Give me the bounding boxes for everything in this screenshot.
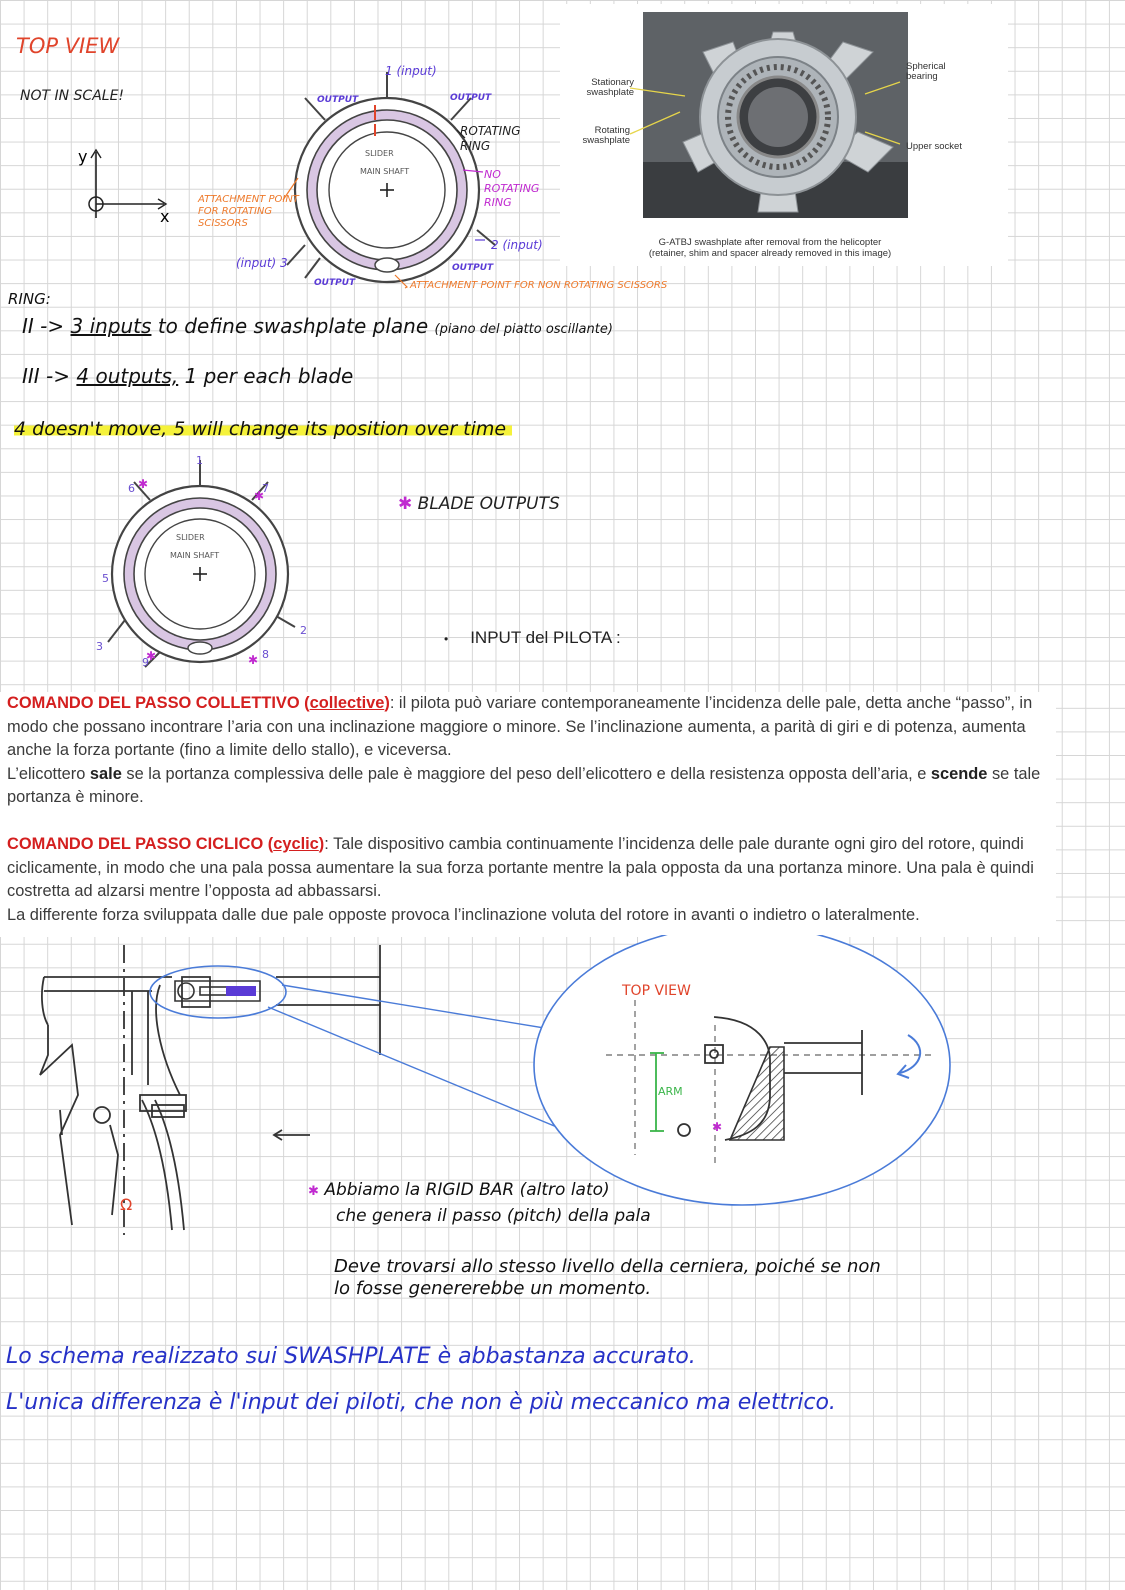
- ring-line-2-prefix: III ->: [22, 364, 71, 388]
- photo-label-rotating: Rotating swashplate: [582, 125, 630, 146]
- no-rotating-ring-label: NO ROTATING RING: [484, 168, 540, 209]
- d2-slider-label: SLIDER: [176, 533, 205, 542]
- d2-num-3: 3: [96, 640, 103, 653]
- photo-caption-1: G-ATBJ swashplate after removal from the helicopter: [658, 237, 882, 248]
- rotating-ring-label: ROTATING RING: [460, 124, 521, 153]
- xy-axes: [60, 140, 180, 230]
- d2-num-1: 1: [196, 454, 203, 467]
- cyclic-header: COMANDO DEL PASSO CICLICO (cyclic): [7, 835, 325, 853]
- scale-note: NOT IN SCALE!: [20, 88, 125, 104]
- blade-outputs-text: BLADE OUTPUTS: [417, 494, 560, 514]
- output-label-br: OUTPUT: [452, 263, 494, 273]
- input-3-label: (input) 3: [236, 256, 288, 270]
- output-label-tl: OUTPUT: [317, 95, 359, 105]
- photo-caption-2: (retainer, shim and spacer already removed in this image): [648, 248, 892, 259]
- d2-star-7: ✱: [254, 489, 265, 503]
- photo-label-stationary: Stationary swashplate: [586, 77, 634, 98]
- blade-outputs-legend: [398, 494, 560, 514]
- blade-output-star-icon: ✱: [398, 494, 413, 514]
- ring-line-2-rest: 1 per each blade: [184, 364, 354, 388]
- ring-line-1-prefix: II ->: [22, 314, 65, 338]
- pilot-commands-text: [0, 692, 1056, 937]
- collective-text: : il pilota può variare contemporaneamente l’incidenza delle pale, detta anche “passo”, in modo che possano incontrare l’aria con una inclinazione maggiore o minore. Se l’inclinazione aumenta, a parità di giri e di potenza, aumenta anche la forza portante (fino a limite dello stallo), e viceversa.: [7, 694, 1033, 759]
- d2-main-shaft-label: MAIN SHAFT: [170, 551, 220, 560]
- ring-line-1-underlined: 3 inputs: [70, 314, 152, 338]
- collective-line-2: L’elicottero sale se la portanza complessiva delle pale è maggiore del peso dell’elicottero e della resistenza opposta dell’aria, e scende se tale portanza è minore.: [7, 764, 1041, 806]
- d2-num-9: 9: [142, 656, 149, 669]
- output-label-tr: OUTPUT: [450, 93, 492, 103]
- axis-y-label: y: [78, 147, 88, 166]
- collective-header: COMANDO DEL PASSO COLLETTIVO (collective): [7, 694, 390, 712]
- rigid-bar-star-icon: ✱: [308, 1184, 319, 1199]
- main-shaft-label: MAIN SHAFT: [360, 167, 410, 176]
- rigid-bar-note-line-1: ✱ Abbiamo la RIGID BAR (altro lato): [308, 1180, 610, 1200]
- slider-label: SLIDER: [365, 149, 394, 158]
- photo-label-spherical: Spherical bearing: [906, 61, 946, 82]
- top-view-title: TOP VIEW: [16, 34, 120, 58]
- collective-paragraph: [7, 692, 1047, 763]
- input-1-label: 1 (input): [385, 64, 437, 78]
- photo-label-upper-socket: Upper socket: [906, 141, 962, 152]
- hinge-note-line-1: Deve trovarsi allo stesso livello della cerniera, poiché se non: [334, 1256, 881, 1277]
- d2-num-8: 8: [262, 648, 269, 661]
- rigid-bar-note-line-2: che genera il passo (pitch) della pala: [336, 1206, 651, 1226]
- hinge-note-line-2: lo fosse genererebbe un momento.: [334, 1278, 652, 1299]
- output-label-bl: OUTPUT: [314, 278, 356, 288]
- ring-line-1-rest: to define swashplate plane: [157, 314, 429, 338]
- input-2-label: 2 (input): [491, 238, 543, 252]
- zoom-arm-label: ARM: [658, 1085, 683, 1098]
- blue-note-line-2: L'unica differenza è l'input dei piloti, che non è più meccanico ma elettrico.: [6, 1390, 836, 1415]
- ring-title: RING:: [8, 290, 51, 308]
- axis-x-label: x: [160, 207, 170, 226]
- zoom-star-icon: ✱: [712, 1120, 723, 1134]
- bullet-text: INPUT del PILOTA :: [470, 628, 621, 647]
- d2-num-6: 6: [128, 482, 135, 495]
- d2-star-9: ✱: [146, 649, 157, 663]
- d2-num-7: 7: [262, 482, 269, 495]
- swashplate-blade-outputs-diagram: [90, 452, 330, 677]
- d2-num-5: 5: [102, 572, 109, 585]
- d2-num-2: 2: [300, 624, 307, 637]
- ring-line-2-underlined: 4 outputs,: [76, 364, 179, 388]
- pilot-input-bullet: [444, 628, 621, 648]
- ring-line-1-paren: (piano del piatto oscillante): [434, 322, 613, 337]
- ring-line-3-highlight: 4 doesn't move, 5 will change its position over time: [14, 418, 512, 440]
- attachment-non-rotating-label: ATTACHMENT POINT FOR NON ROTATING SCISSORS: [410, 280, 668, 291]
- omega-label: Ω: [120, 1195, 133, 1214]
- bullet-dot-icon: •: [444, 632, 449, 646]
- ring-line-2: [22, 364, 353, 388]
- cyclic-paragraph: [7, 833, 1047, 904]
- ring-line-1: [22, 314, 613, 338]
- d2-star-6: ✱: [138, 477, 149, 491]
- attachment-rotating-label: ATTACHMENT POINT FOR ROTATING SCISSORS: [198, 194, 299, 229]
- swashplate-photo-panel: [560, 4, 1008, 266]
- cyclic-line-2: La differente forza sviluppata dalle due pale opposte provoca l’inclinazione voluta del rotore in avanti o indietro o lateralmente.: [7, 905, 920, 924]
- zoom-top-view-label: TOP VIEW: [622, 983, 691, 999]
- d2-star-8: ✱: [248, 653, 259, 667]
- cyclic-text: : Tale dispositivo cambia continuamente l’incidenza delle pale durante ogni giro del rotore, quindi ciclicamente, in modo che una pala possa aumentare la sua forza portante mentre la pala opposta da una portanza minore. Una pala è quindi costretta ad alzarsi mentre l’opposta ad abbassarsi.: [7, 835, 1034, 900]
- blue-note-line-1: Lo schema realizzato sui SWASHPLATE è abbastanza accurato.: [6, 1344, 696, 1369]
